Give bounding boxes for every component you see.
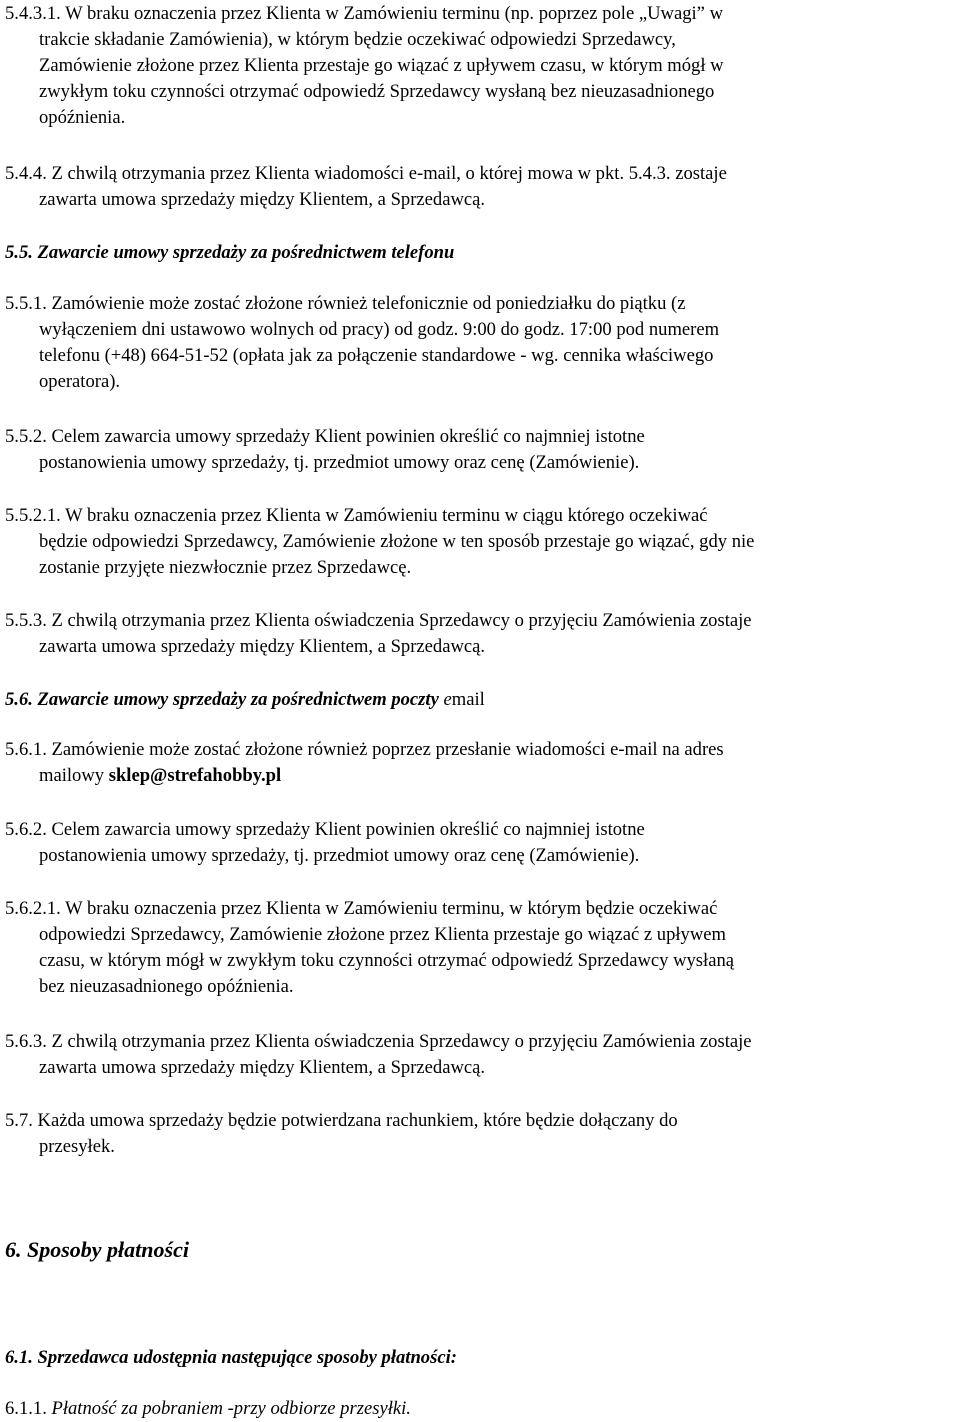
paragraph-6-1-1 — [5, 1396, 956, 1422]
text-line: zawarta umowa sprzedaży między Klientem, a Sprzedawcą. — [39, 636, 486, 657]
email-link[interactable]: sklep@strefahobby.pl — [108, 765, 282, 786]
text-line: przesyłek. — [39, 1136, 115, 1157]
text-line: postanowienia umowy sprzedaży, tj. przedmiot umowy oraz cenę (Zamówienie). — [39, 452, 640, 473]
text-line: 5.6.2. Celem zawarcia umowy sprzedaży Klient powinien określić co najmniej istotne — [5, 819, 645, 840]
paragraph-5-6-3 — [5, 1029, 956, 1081]
section-heading-5-6 — [5, 687, 956, 713]
text-line: trakcie składanie Zamówienia), w którym będzie oczekiwać odpowiedzi Sprzedawcy, — [39, 29, 676, 50]
text-line: 5.5.2. Celem zawarcia umowy sprzedaży Klient powinien określić co najmniej istotne — [5, 426, 645, 447]
paragraph-5-5-2-1 — [5, 503, 956, 581]
text-line: 5.6.2.1. W braku oznaczenia przez Klienta w Zamówieniu terminu, w którym będzie oczekiwać — [5, 898, 718, 919]
text-prefix: mailowy — [39, 765, 109, 786]
paragraph-5-6-2-1 — [5, 896, 956, 1000]
text-line: opóźnienia. — [39, 107, 126, 128]
heading-text: 5.6. Zawarcie umowy sprzedaży za pośrednictwem poczty — [5, 689, 444, 710]
text-line: zawarta umowa sprzedaży między Klientem, a Sprzedawcą. — [39, 1057, 486, 1078]
text-line: Zamówienie złożone przez Klienta przestaje go wiązać z upływem czasu, w którym mógł w — [39, 55, 724, 76]
paragraph-5-5-2 — [5, 424, 956, 476]
text-line: zawarta umowa sprzedaży między Klientem, a Sprzedawcą. — [39, 189, 486, 210]
paragraph-5-5-1 — [5, 291, 956, 395]
text-line: 5.5.3. Z chwilą otrzymania przez Klienta oświadczenia Sprzedawcy o przyjęciu Zamówienia zostaje — [5, 610, 752, 631]
paragraph-5-4-4 — [5, 161, 956, 213]
item-number: 6.1.1. — [5, 1398, 52, 1419]
paragraph-5-5-3 — [5, 608, 956, 660]
text-line: zwykłym toku czynności otrzymać odpowiedź Sprzedawcy wysłaną bez nieuzasadnionego — [39, 81, 715, 102]
text-line: zostanie przyjęte niezwłocznie przez Sprzedawcę. — [39, 557, 412, 578]
text-line: operatora). — [39, 371, 121, 392]
paragraph-5-4-3-1 — [5, 1, 956, 131]
paragraph-5-6-1 — [5, 737, 956, 789]
text-line: 5.4.3.1. W braku oznaczenia przez Klienta w Zamówieniu terminu (np. poprzez pole „Uwagi” w — [5, 3, 724, 24]
text-line: bez nieuzasadnionego opóźnienia. — [39, 976, 294, 997]
text-line: 5.7. Każda umowa sprzedaży będzie potwierdzana rachunkiem, które będzie dołączany do — [5, 1110, 678, 1131]
heading-text-italic: e — [443, 689, 452, 710]
text-line: odpowiedzi Sprzedawcy, Zamówienie złożone przez Klienta przestaje go wiązać z upływem — [39, 924, 726, 945]
text-line: wyłączeniem dni ustawowo wolnych od pracy) od godz. 9:00 do godz. 17:00 pod numerem — [39, 319, 720, 340]
section-heading-6-1: 6.1. Sprzedawca udostępnia następujące sposoby płatności: — [5, 1347, 457, 1368]
section-heading-5-5: 5.5. Zawarcie umowy sprzedaży za pośrednictwem telefonu — [5, 242, 455, 263]
text-line: czasu, w którym mógł w zwykłym toku czynności otrzymać odpowiedź Sprzedawcy wysłaną — [39, 950, 735, 971]
paragraph-5-7 — [5, 1108, 956, 1160]
section-heading-6: 6. Sposoby płatności — [5, 1237, 189, 1262]
text-line: 5.6.3. Z chwilą otrzymania przez Klienta oświadczenia Sprzedawcy o przyjęciu Zamówienia zostaje — [5, 1031, 752, 1052]
text-line: 5.4.4. Z chwilą otrzymania przez Klienta wiadomości e-mail, o której mowa w pkt. 5.4.3. zostaje — [5, 163, 727, 184]
heading-text-plain: mail — [451, 689, 485, 710]
text-line: 5.6.1. Zamówienie może zostać złożone również poprzez przesłanie wiadomości e-mail na adres — [5, 739, 724, 760]
text-line: postanowienia umowy sprzedaży, tj. przedmiot umowy oraz cenę (Zamówienie). — [39, 845, 640, 866]
text-line: będzie odpowiedzi Sprzedawcy, Zamówienie złożone w ten sposób przestaje go wiązać, gdy nie — [39, 531, 755, 552]
text-line: 5.5.2.1. W braku oznaczenia przez Klienta w Zamówieniu terminu w ciągu którego oczekiwać — [5, 505, 708, 526]
text-line — [5, 763, 956, 789]
paragraph-5-6-2 — [5, 817, 956, 869]
item-text: Płatność za pobraniem -przy odbiorze przesyłki. — [51, 1398, 411, 1419]
text-line: 5.5.1. Zamówienie może zostać złożone również telefonicznie od poniedziałku do piątku (z — [5, 293, 686, 314]
text-line: telefonu (+48) 664-51-52 (opłata jak za połączenie standardowe - wg. cennika właściwego — [39, 345, 714, 366]
